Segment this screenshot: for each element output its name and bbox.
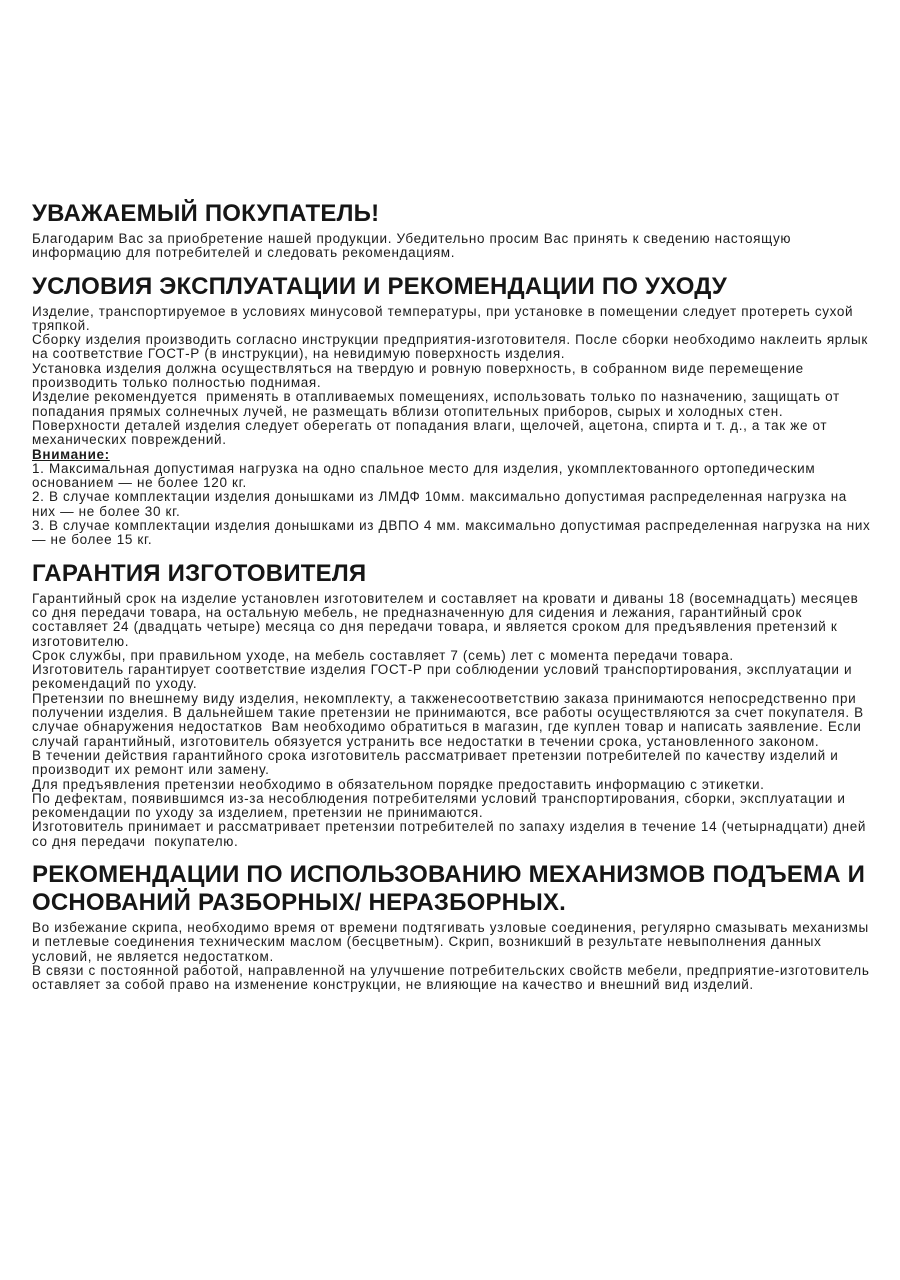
warranty-paragraph: Для предъявления претензии необходимо в обязательном порядке предоставить информацию с этикетки. [32,776,765,792]
section-lift-mechanism-recommendations [32,861,872,992]
warranty-paragraph: Изготовитель гарантирует соответствие изделия ГОСТ-Р при соблюдении условий транспортирования, эксплуатации и рекомендаций по уходу. [32,662,857,692]
section-manufacturer-warranty [32,560,872,849]
warranty-paragraph: В течении действия гарантийного срока изготовитель рассматривает претензии потребителей по качеству изделий и производит их ремонт или замену. [32,747,843,778]
dear-customer-heading: УВАЖАЕМЫЙ ПОКУПАТЕЛЬ! [32,200,380,227]
warranty-paragraph: Срок службы, при правильном уходе, на мебель составляет 7 (семь) лет с момента передачи товара. [32,647,734,663]
usage-paragraph: Изделие рекомендуется применять в отапливаемых помещениях, использовать только по назначению, защищать от попадания прямых солнечных лучей, не размещать вблизи отопительных приборов, сырых и холодных стен. [32,389,845,419]
usage-paragraph: Поверхности деталей изделия следует оберегать от попадания влаги, щелочей, ацетона, спирта и т. д., а так же от механических повреждений. [32,417,832,448]
section-usage-conditions [32,272,875,548]
warning-label-text: Внимание: [32,446,110,462]
warning-label [32,448,872,462]
mechanism-paragraph: Во избежание скрипа, необходимо время от времени подтягивать узловые соединения, регулярно смазывать механизмы и петлевые соединения техническим маслом (бесцветным). Скрип, возникший в результате невыполнения данных условий, не является недостатком. [32,919,874,964]
usage-paragraph: Установка изделия должна осуществляться на твердую и ровную поверхность, в собранном виде перемещение производить только полностью поднимая. [32,360,809,391]
mechanism-paragraph: В связи с постоянной работой, направленной на улучшение потребительских свойств мебели, предприятие-изготовитель оставляет за собой право на изменение конструкции, не влияющие на качество и внешний вид изделий. [32,962,874,993]
dear-customer-paragraph: Благодарим Вас за приобретение нашей продукции. Убедительно просим Вас принять к сведению настоящую информацию для потребителей и следовать рекомендациям. [32,231,796,261]
usage-paragraph: Изделие, транспортируемое в условиях минусовой температуры, при установке в помещении следует протереть сухой тряпкой. [32,303,858,333]
warranty-paragraph: Претензии по внешнему виду изделия, некомплекту, а такженесоответствию заказа принимаются непосредственно при получении изделия. В дальнейшем такие претензии не принимаются, все работы осуществляются за счет покупателя. В случае обнаружения недостатков Вам необходимо обратиться в магазин, где куплен товар и написать заявление. Если случай гарантийный, изготовитель обязуется устранить все недостатки в течении срока, установленного законом. [32,690,869,749]
section-dear-customer [32,200,872,261]
warning-item: 1. Максимальная допустимая нагрузка на одно спальное место для изделия, укомплектованного ортопедическим основанием — не более 120 кг. [32,460,820,491]
usage-paragraph: Сборку изделия производить согласно инструкции предприятия-изготовителя. После сборки необходимо наклеить ярлык на соответствие ГОСТ-Р (в инструкции), на невидимую поверхность изделия. [32,332,873,362]
warranty-heading: ГАРАНТИЯ ИЗГОТОВИТЕЛЯ [32,559,367,587]
usage-conditions-heading: УСЛОВИЯ ЭКСПЛУАТАЦИИ И РЕКОМЕНДАЦИИ ПО УХОДУ [32,272,728,300]
warranty-paragraph: По дефектам, появившимся из-за несоблюдения потребителями условий транспортирования, сборки, эксплуатации и рекомендации по уходу за изделием, претензии не принимаются. [32,790,850,821]
warranty-paragraph: Изготовитель принимает и рассматривает претензии потребителей по запаху изделия в течение 14 (четырнадцати) дней со дня передачи покупателю. [32,819,871,849]
warning-item: 3. В случае комплектации изделия донышками из ДВПО 4 мм. максимально допустимая распределенная нагрузка на них — не более 15 кг. [32,518,875,548]
warranty-paragraph: Гарантийный срок на изделие установлен изготовителем и составляет на кровати и диваны 18 (восемнадцать) месяцев со дня передачи товара, на остальную мебель, не предназначенную для сидения и лежания, гарантийный срок составляет 24 (двадцать четыре) месяца со дня передачи товара, и является сроком для предъявления претензий к изготовителю. [32,590,863,649]
mechanism-recommendations-heading: РЕКОМЕНДАЦИИ ПО ИСПОЛЬЗОВАНИЮ МЕХАНИЗМОВ ПОДЪЕМА И ОСНОВАНИЙ РАЗБОРНЫХ/ НЕРАЗБОРНЫХ. [32,860,866,916]
warning-item: 2. В случае комплектации изделия донышками из ЛМДФ 10мм. максимально допустимая распределенная нагрузка на них — не более 30 кг. [32,489,852,519]
